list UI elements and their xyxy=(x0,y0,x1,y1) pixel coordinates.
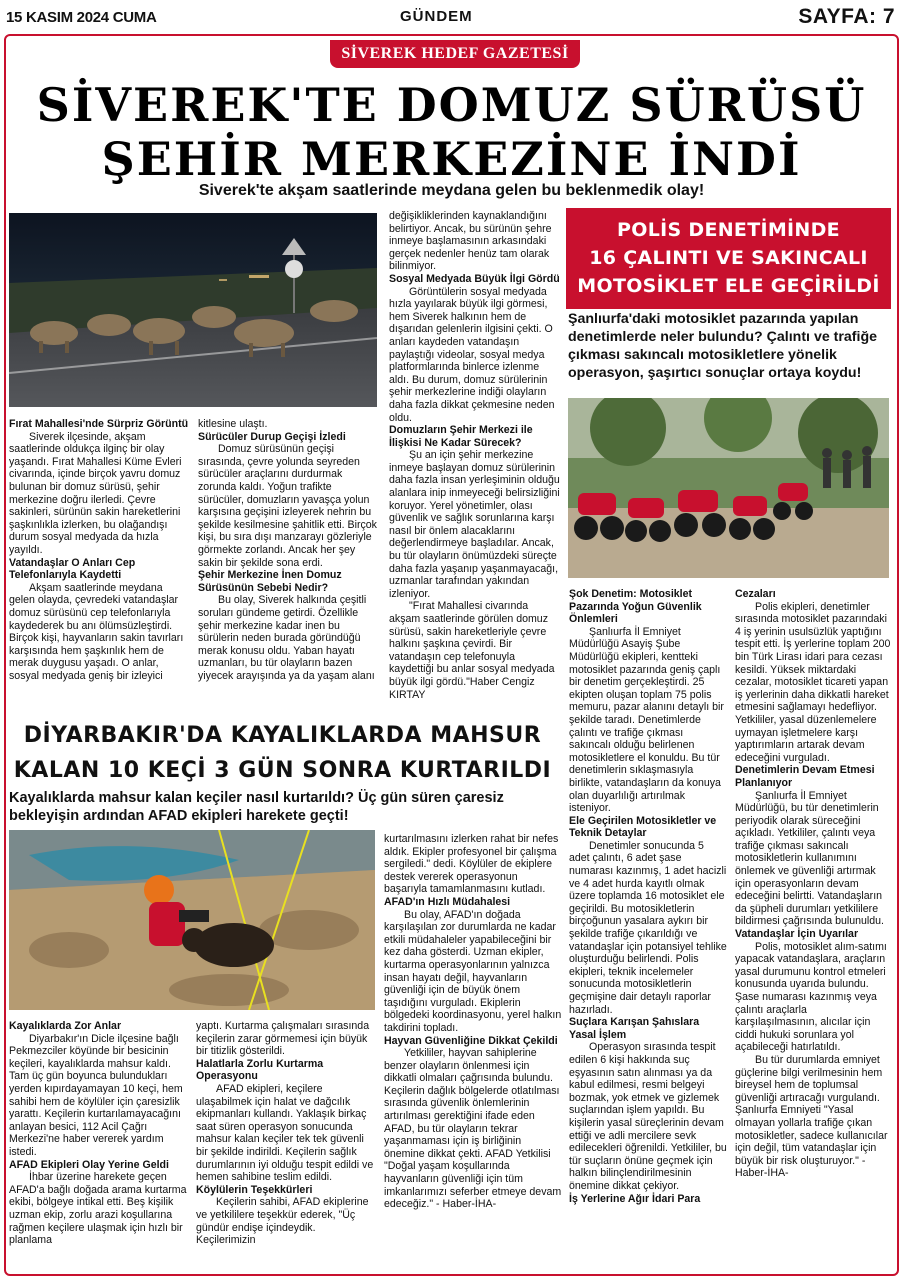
subheading: Vatandaşlar İçin Uyarılar xyxy=(735,928,859,941)
subheading: Vatandaşlar O Anları Cep Telefonlarıyla Kaydetti xyxy=(9,556,136,582)
subheading: Sosyal Medyada Büyük İlgi Gördü xyxy=(389,272,560,285)
story3-title-line1: DİYARBAKIR'DA KAYALIKLARDA MAHSUR xyxy=(23,723,542,748)
paragraph: Polis, motosiklet alım-satımı yapacak vatandaşlara, araçların yasal durumunu kontrol etmeleri konusunda uyarıda bulundu. Şase numarası kazınmış veya çalıntı araçlarla karşılaşılmasının, alıcılar için ciddi hukuki sorunlara yol açabileceği hatırlatıldı. xyxy=(735,940,887,1054)
story2-title-line2: 16 ÇALINTI VE SAKINCALI xyxy=(589,247,868,269)
subheading: Ele Geçirilen Motosikletler ve Teknik Detaylar xyxy=(569,814,717,840)
subheading: Halatlarla Zorlu Kurtarma Operasyonu xyxy=(196,1057,324,1083)
story1-column-3 xyxy=(389,210,561,716)
story1-deck: Siverek'te akşam saatlerinde meydana gelen bu beklenmedik olay! xyxy=(198,182,705,199)
story2-deck: Şanlıurfa'daki motosiklet pazarında yapılan denetimlerde neler bulundu? Çalıntı ve trafiğe çıkması sakıncalı motosikletlere yönelik operasyon, şaşırtıcı sonuçlar ortaya koydu! xyxy=(568,311,878,381)
story1-column-2 xyxy=(198,418,380,716)
paragraph: AFAD ekipleri, keçilere ulaşabilmek için halat ve dağcılık ekipmanları kullandı. Yaklaşık birkaç saat süren operasyon sonucunda mahsur kalan keçiler tek tek güvenli bir şekilde indirildi. Keçilerin sağlık durumlarının iyi olduğu tespit edildi ve hemen sahibine teslim edildi. xyxy=(196,1082,374,1184)
paragraph: kitlesine ulaştı. xyxy=(198,418,268,430)
paragraph: Polis ekipleri, denetimler sırasında motosiklet pazarındaki 4 iş yerinin usulsüzlük yaptığını tespit etti. İş yerlerine toplam 200 bin Türk Lirası idari para cezası kesildi. Yüksek miktardaki cezalar, motosiklet ticareti yapan iş yerlerinin daha dikkatli hareket etmesini sağlamayı hedefliyor. Yetkililer, yasal düzenlemelere uymayan işletmelere karşı yaptırımların artarak devam edeceğini vurguladı. xyxy=(735,600,891,764)
subheading: Denetimlerin Devam Etmesi Planlanıyor xyxy=(735,764,875,789)
subheading: Köylülerin Teşekkürleri xyxy=(196,1183,313,1196)
masthead-banner: SİVEREK HEDEF GAZETESİ xyxy=(330,40,580,68)
paragraph: Görüntülerin sosyal medyada hızla yayılarak büyük ilgi görmesi, hem Siverek halkının hem de dışarıdan gelenlerin ilgisini çekti. O anları kaydeden vatandaşın paylaştığı videolar, sosyal medya platformlarında binlerce izlenme aldı. Bu durum, domuz sürülerinin şehir merkezlerine indiği olayların daha fazla dikkat çekmesine neden oldu. xyxy=(389,285,555,424)
subheading: AFAD'ın Hızlı Müdahalesi xyxy=(384,895,511,908)
paragraph: İhbar üzerine harekete geçen AFAD'a bağlı doğada arama kurtarma ekibi, bölgeye intikal etti. Beş kişilik uzman ekip, zorlu arazi koşullarına rağmen keçilere ulaşmak için hızlı bir planlama xyxy=(9,1171,187,1247)
story3-column-1 xyxy=(9,1020,187,1260)
subheading: Kayalıklarda Zor Anlar xyxy=(9,1020,122,1032)
subheading: Fırat Mahallesi'nde Sürpriz Görüntü xyxy=(9,418,189,430)
story3-column-2 xyxy=(196,1020,376,1260)
paragraph: Şanlıurfa İl Emniyet Müdürlüğü Asayiş Şube Müdürlüğü ekipleri, kentteki motosiklet pazarında geniş çaplı bir denetim gerçekleştirdi. 25 ekipten oluşan toplam 75 polis memuru, pazar alanını detaylı bir şekilde taradı. Denetimlerde çalıntı ve trafiğe çıkması sakıncalı olduğu belirlenen motosikletlere el konuldu. Bu tür denetimlerin sıklaşmasıyla birlikte, vatandaşların da konuya olan duyarlılığı artırılmak isteniyor. xyxy=(569,625,724,815)
subheading: AFAD Ekipleri Olay Yerine Geldi xyxy=(9,1158,169,1171)
paragraph: Şanlıurfa İl Emniyet Müdürlüğü, bu tür denetimlerin periyodik olarak süreceğini açıkladı. Yetkililer, çalıntı veya trafiğe çıkması sakıncalı motosikletlerin kullanımını önlemek ve güvenliği artırmak için operasyonların devam edeceğini belirtti. Vatandaşların da şüpheli durumları yetkililere bildirmesi çağrısında bulunuldu. xyxy=(735,789,884,928)
subheading: Sürücüler Durup Geçişi İzledi xyxy=(198,430,346,443)
paragraph: Bu tür durumlarda emniyet güçlerine bilgi verilmesinin hem bireysel hem de toplumsal güvenliği artıracağı vurgulandı. Şanlıurfa Emniyeti "Yasal olmayan yollarla trafiğe çıkan motosikletler, sadece kullanıcılar için değil, tüm vatandaşlar için büyük bir risk oluşturuyor." - Haber-İHA- xyxy=(735,1053,888,1180)
story1-column-1 xyxy=(9,418,189,716)
subheading: Şehir Merkezine İnen Domuz Sürüsünün Sebebi Nedir? xyxy=(198,569,342,594)
story2-title-line3: MOTOSİKLET ELE GEÇİRİLDİ xyxy=(577,275,880,297)
paragraph: Siverek ilçesinde, akşam saatlerinde oldukça ilginç bir olay yaşandı. Fırat Mahallesi Küme Evleri civarında, içinde birçok yavru domuz bulunan bir domuz sürüsü, şehir merkezine doğru ilerledi. Çevre sakinleri, sürünün sakin hareketlerini şaşkınlıkla izlerken, bu olağandışı durum sosyal medyada da hızla yayıldı. xyxy=(9,430,182,556)
paragraph: Akşam saatlerinde meydana gelen olayda, çevredeki vatandaşlar domuz sürüsünü cep telefonlarıyla kaydederek bu anı ölümsüzleştirdi. Birçok kişi, hayvanların sakin tavırları karşısında hem şaşkınlık hem de merak duygusu yaşadı. O anlar, sosyal medyada geniş bir izleyici xyxy=(9,581,184,682)
paragraph: yaptı. Kurtarma çalışmaları sırasında keçilerin zarar görmemesi için büyük bir titizlik gösterildi. xyxy=(196,1020,370,1058)
paragraph: Keçilerin sahibi, AFAD ekiplerine ve yetkililere teşekkür ederek, "Üç gündür endişe içindeydik. Keçilerimizin xyxy=(196,1196,369,1247)
paragraph: "Fırat Mahallesi civarında akşam saatlerinde görülen domuz sürüsü, sakin hareketleriyle çevre halkını şaşkına çevirdi. Bir vatandaşın cep telefonuyla kaydettiği bu anlar sosyal medyada büyük ilgi gördü."Haber Cengiz KIRTAY xyxy=(389,600,555,701)
paragraph: Şu an için şehir merkezine inmeye başlayan domuz sürülerinin daha fazla insan yerleşiminin olduğu alanlara inip inmeyeceği belirsizliğini koruyor. Yerel yönetimler, olası güvenlik ve sağlık sorunlarına karşı nasıl bir önlem alacaklarını değerlendirmeye başladılar. Ancak, bu tür olayların önümüzdeki süreçte daha fazla yaşanıp yaşanmayacağı, uzmanlar tarafından yakından izleniyor. xyxy=(389,449,560,600)
paragraph: Denetimler sonucunda 5 adet çalıntı, 6 adet şase numarası kazınmış, 1 adet hacizli ve 4 adet hurda kayıtlı olmak üzere toplamda 16 motosiklet ele geçirildi. Bu motosikletlerin birçoğunun yasalara aykırı bir şekilde trafiğe çıkarıldığı ve vatandaşlar için potansiyel tehlike oluşturduğu belirlendi. Polis ekipleri, teknik incelemeler sonucunda motosikletlerin geçmişine dair detaylı raporlar hazırladı. xyxy=(569,839,727,1016)
paragraph: Domuz sürüsünün geçişi sırasında, çevre yolunda seyreden sürücüler araçlarını durdurmak zorunda kaldı. Yoğun trafikte sürücüler, domuzların yavaşça yolun karşısına geçişini izleyerek nehrin bu şekilde kesilmesine şahitlik etti. Birçok kişi, bu sıra dışı manzarayı gözleriyle görmekte zorlandı. Ancak her şey sakin bir şekilde sona erdi. xyxy=(198,443,377,569)
subheading: Suçlara Karışan Şahıslara Yasal İşlem xyxy=(569,1016,700,1041)
motorcycle-market-photo xyxy=(568,398,889,578)
story3-column-3 xyxy=(384,833,562,1260)
story1-title-line2: ŞEHİR MERKEZİNE İNDİ xyxy=(101,132,802,186)
boar-herd-photo xyxy=(9,213,377,407)
paragraph: Operasyon sırasında tespit edilen 6 kişi hakkında suç eşyasının satın alınması ya da kabul edilmesi, resmi belgeyi bozmak, yok etmek ve gizlemek suçlarından işlem yapıldı. Bu kişilerin yasal süreçlerinin devam ettiği ve adli mercilere sevk edilecekleri öğrenildi. Yetkililer, bu tür suçların önüne geçmek için halkın bilinçlendirilmesinin önemine dikkat çekiyor. xyxy=(569,1041,727,1192)
story2-column-2 xyxy=(735,588,892,1258)
story3-deck: Kayalıklarda mahsur kalan keçiler nasıl kurtarıldı? Üç gün süren çaresiz bekleyişin ardından AFAD ekipleri harekete geçti! xyxy=(9,790,504,824)
section-name: GÜNDEM xyxy=(400,8,473,25)
page-number: SAYFA: 7 xyxy=(798,5,895,28)
paragraph: kurtarılmasını izlerken rahat bir nefes aldık. Ekipler profesyonel bir çalışma sergiledi." dedi. Köylüler de ekiplere destek vererek operasyonun başarıyla tamamlanmasını kutladı. xyxy=(384,833,559,896)
story2-column-1 xyxy=(569,588,727,1258)
subheading: İş Yerlerine Ağır İdari Para xyxy=(569,1192,701,1205)
subheading: Domuzların Şehir Merkezi ile İlişkisi Ne Kadar Sürecek? xyxy=(389,424,533,449)
subheading: Şok Denetim: Motosiklet Pazarında Yoğun Güvenlik Önlemleri xyxy=(569,588,702,626)
story2-title-box xyxy=(566,208,891,309)
page-header xyxy=(0,0,903,30)
issue-date: 15 KASIM 2024 CUMA xyxy=(6,9,157,26)
subheading: Hayvan Güvenliğine Dikkat Çekildi xyxy=(384,1034,558,1047)
paragraph: Bu olay, AFAD'ın doğada karşılaşılan zor durumlarda ne kadar etkili müdahaleler yapabileceğini bir kez daha gösterdi. Uzman ekipler, kurtarma operasyonlarının yalnızca insan hayatı değil, hayvanların güvenliği için de büyük önem taşıdığını vurguladı. Ekiplerin bölgedeki koordinasyonu, yerel halkın takdirini topladı. xyxy=(384,908,562,1034)
goat-rescue-photo xyxy=(9,830,375,1010)
paragraph: değişikliklerinden kaynaklandığını belirtiyor. Ancak, bu sürünün şehre inmeye başlamasının arkasındaki gerçek nedenler henüz tam olarak bilinmiyor. xyxy=(389,210,552,273)
paragraph: Yetkililer, hayvan sahiplerine benzer olayların önlenmesi için dikkatli olmaları çağrısında bulundu. Keçilerin dağlık bölgelerde otlatılması sırasında güvenlik önlemlerinin artırılması gerektiğini ifade eden AFAD, bu tür olayların tekrar yaşanmaması için iş birliğinin önemine dikkat çekti. AFAD Yetkilisi "Doğal yaşam koşullarında hayvanların güvenliği için tüm imkanlarımızı seferber etmeye devam edeceğiz." - Haber-İHA- xyxy=(384,1047,562,1211)
story3-title-line2: KALAN 10 KEÇİ 3 GÜN SONRA KURTARILDI xyxy=(13,758,552,783)
story2-title-line1: POLİS DENETİMİNDE xyxy=(617,219,840,241)
subheading: Cezaları xyxy=(735,588,776,600)
story1-title-line1: SİVEREK'TE DOMUZ SÜRÜSÜ xyxy=(36,78,867,132)
paragraph: Bu olay, Siverek halkında çeşitli soruları gündeme getirdi. Özellikle şehir merkezine kadar inen bu sürülerin neden burada göründüğü merak konusu oldu. Yaban hayatı uzmanları, bu tür olayların bazen yiyecek arayışında ya da yaşam alanı xyxy=(198,594,375,682)
paragraph: Diyarbakır'ın Dicle ilçesine bağlı Pekmezciler köyünde bir besicinin keçileri, kayalıklarda mahsur kaldı. Tam üç gün boyunca bulundukları yerden kıpırdayamayan 10 keçi, hem sahibi hem de köylüler için çaresizlik yarattı. Keçilerin kurtarılamayacağını anlayan besici, 112 Acil Çağrı Merkezi'ne haber vererek yardım istedi. xyxy=(9,1032,183,1158)
